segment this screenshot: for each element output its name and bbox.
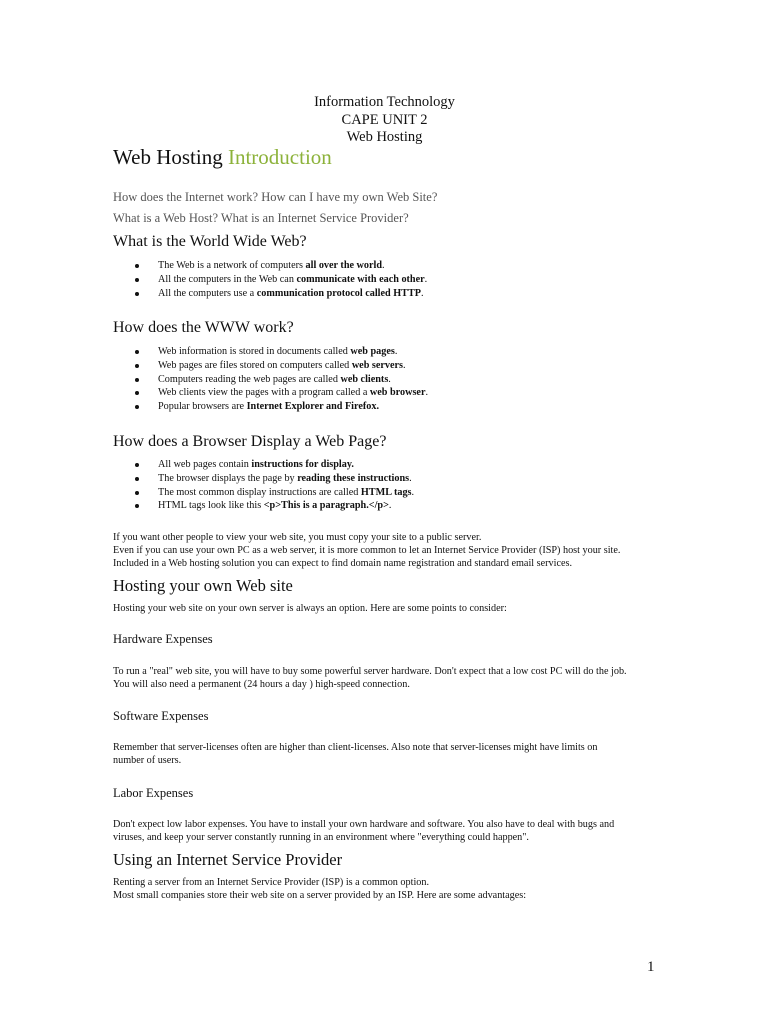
section-heading-isp: Using an Internet Service Provider xyxy=(113,850,343,869)
list-item: All web pages contain instructions for display. xyxy=(113,458,414,472)
hardware-paragraph: To run a "real" web site, you will have to buy some powerful server hardware. Don't expect that a low cost PC will do the job. You will also need a permanent (24 hours a day ) high-speed connection. xyxy=(113,666,627,690)
section-heading-work: How does the WWW work? xyxy=(113,319,294,336)
list-item: Computers reading the web pages are called web clients. xyxy=(113,373,428,387)
page-number: 1 xyxy=(647,959,655,975)
list-item: The browser displays the page by reading these instructions. xyxy=(113,472,414,486)
hosting-own-text: Hosting your web site on your own server is always an option. Here are some points to consider: xyxy=(113,603,507,614)
subheading-labor: Labor Expenses xyxy=(113,786,194,800)
list-item: HTML tags look like this <p>This is a paragraph.</p>. xyxy=(113,499,414,513)
section-heading-www: What is the World Wide Web? xyxy=(113,233,307,250)
software-paragraph: Remember that server-licenses often are higher than client-licenses. Also note that server-licenses might have limits on number of users. xyxy=(113,742,598,766)
header-topic: Web Hosting xyxy=(346,129,423,145)
list-item: The most common display instructions are called HTML tags. xyxy=(113,486,414,500)
intro-paragraph: If you want other people to view your web site, you must copy your site to a public server. Even if you can use your own PC as a web server, it is more common to let an Internet Service Provider (ISP) host your site. Included in a Web hosting solution you can expect to find domain name registration and standard email services. xyxy=(113,532,621,569)
title-accent: Introduction xyxy=(227,145,332,169)
list-item: All the computers use a communication protocol called HTTP. xyxy=(113,287,427,301)
bullet-list-www xyxy=(113,259,427,300)
title-main: Web Hosting xyxy=(113,145,223,169)
list-item: All the computers in the Web can communicate with each other. xyxy=(113,273,427,287)
section-heading-browser: How does a Browser Display a Web Page? xyxy=(113,433,387,450)
list-item: Web clients view the pages with a program called a web browser. xyxy=(113,386,428,400)
list-item: Popular browsers are Internet Explorer and Firefox. xyxy=(113,400,428,414)
labor-paragraph: Don't expect low labor expenses. You have to install your own hardware and software. You also have to deal with bugs and viruses, and keep your server constantly running in an environment where "everything could happen". xyxy=(113,819,615,843)
header-unit: CAPE UNIT 2 xyxy=(341,111,428,128)
isp-paragraph: Renting a server from an Internet Service Provider (ISP) is a common option. Most small companies store their web site on a server provided by an ISP. Here are some advantages: xyxy=(113,877,527,901)
page-title xyxy=(113,145,332,170)
bullet-list-browser xyxy=(113,458,414,513)
subheading-hardware: Hardware Expenses xyxy=(113,632,213,646)
subheading-software: Software Expenses xyxy=(113,709,209,723)
section-heading-hosting-own: Hosting your own Web site xyxy=(113,576,293,595)
document-header xyxy=(113,94,656,147)
list-item: The Web is a network of computers all over the world. xyxy=(113,259,427,273)
header-subject: Information Technology xyxy=(314,94,455,110)
bullet-list-work xyxy=(113,345,428,414)
intro-question: What is a Web Host? What is an Internet Service Provider? xyxy=(113,211,409,225)
list-item: Web pages are files stored on computers called web servers. xyxy=(113,359,428,373)
intro-question: How does the Internet work? How can I have my own Web Site? xyxy=(113,190,438,204)
list-item: Web information is stored in documents called web pages. xyxy=(113,345,428,359)
